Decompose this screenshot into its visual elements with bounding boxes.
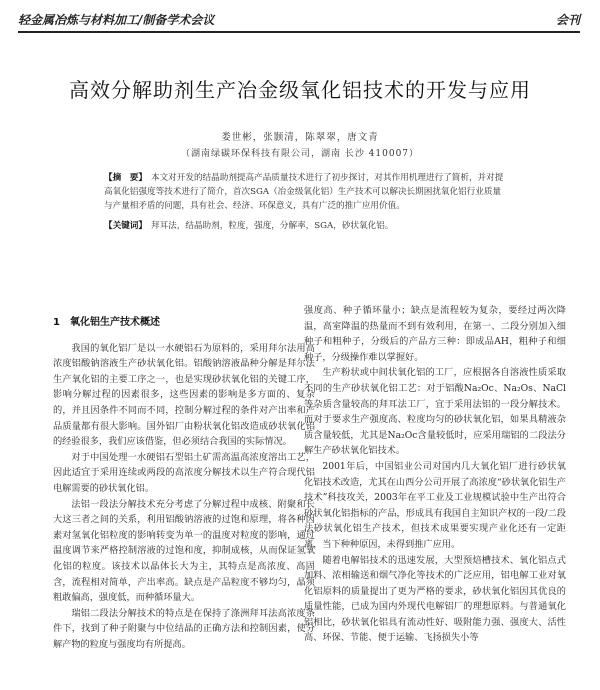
body-paragraph: 瑞铝二段法分解技术的特点是在保持了涤洲拜耳法高浓度条件下，找到了种子附聚与中位结晶的正确方法和控制因素，使分解产物的粒度与强度均有所提高。 (53, 607, 315, 650)
left-column (53, 303, 315, 652)
body-paragraph: 法铝一段法分解技术充分考虑了分解过程中成核、附聚和长大这三者之间的关系，利用铝酸钠溶液的过饱和原理，将各种因素对氢氧化铝粒度的影响转变为单一的温度对粒度的影响，通过温度调节来严格控制溶液的过饱和度，抑制成核，从而保证氢氧化铝的粒度。该技术以晶体长大为主，其特点是高浓度、高固含，流程相对简单，产出率高。缺点是产品粒度不够均匀，晶须粗敢偏高，强度低，而种循环量大。 (53, 498, 315, 604)
issue-label: 会刊 (555, 12, 580, 27)
body-paragraph: 生产粉状或中间状氧化铝的工厂，应根据各自溶液性质采取不同的生产砂状氧化铝工艺：对于铝酸Na₂Oc、Na₂Os、NaCl等杂质含量较高的拜耳法工厂，宜于采用法铝的一段分解技术。而对于要求生产强度高、粒度均匀的砂状氧化铝，如果具精液杂质含量较低，尤其是Na₂Oc含量较低时，应采用瑞铝的二段法分解生产砂状氧化铝技术。 (304, 367, 566, 457)
abstract-text: 本文对开发的结晶助剂提高产品质量技术进行了初步探讨，对其作用机理进行了简析，并对提高氧化铝强度等技术进行了简介，首次SGA（冶金级氧化铝）生产技术可以解决长期困扰氧化铝行业质量与产量相矛盾的问题，具有社会、经济、环保意义，具有广泛的推广应用价值。 (104, 173, 504, 211)
article-title: 高效分解助剂生产冶金级氧化铝技术的开发与应用 (69, 78, 531, 102)
running-header (18, 8, 580, 30)
abstract-block (104, 171, 509, 213)
keywords-label: 【关键词】 (104, 221, 147, 231)
author-affiliation: （湖南绿碳环保科技有限公司，湖南 长沙 410007） (180, 149, 420, 159)
author-list: 娄世彬，张颢清，陈翠翠，唐文青 (221, 132, 379, 143)
journal-name: 轻金属冶炼与材料加工/制备学术会议 (18, 12, 215, 27)
body-paragraph: 我国的氧化铝厂是以一水硬铝石为原料的，采用拜尔法用高浓度铝酸钠溶液生产砂状氧化铝。铝酸钠溶液晶种分解是拜尔法生产氧化铝的主要工序之一，也是实现砂状氧化铝的关键工序，影响分解过程的因素很多，这些因素的影响是多方面的、复杂的，并且因条件不同而不同，控制分解过程的条件对产出率和产品质量都有很大影响。国外铝厂由粉状氧化铝改造成砂状氧化铝的经验很多，我们应该借鉴，但必须结合我国的实际情况。 (53, 342, 315, 448)
keywords-text: 拜耳法，结晶助剂，粒度，强度，分解率，SGA，砂状氧化铝。 (150, 221, 394, 231)
right-column (304, 303, 566, 646)
header-divider (18, 31, 580, 33)
body-paragraph: 对于中国处理一水硬铝石型铝土矿需高温高浓度溶出工艺，因此适宜于采用连续或两段的高浓度分解技术以生产符合现代铝电解需要的砂状氧化铝。 (53, 451, 315, 494)
abstract-label: 【摘 要】 (104, 173, 147, 183)
body-paragraph: 随着电解铝技术的迅速发展，大型预焙槽技术、氧化铝点式加料、浓相输送和烟气净化等技术的广泛应用，铝电解工业对氧化铝原料的质量提出了更为严格的要求，砂状氧化铝因其优良的质量性能，已成为国内外现代电解铝厂的理想原料。与普通氧化铝相比，砂状氧化铝具有流动性好、吸附能力强、强度大、活性高、环保、节能、便于运输、飞扬损失小等 (304, 554, 566, 644)
keywords-block (104, 219, 509, 233)
section-heading: 1 氧化铝生产技术概述 (53, 317, 160, 328)
body-paragraph: 强度高、种子循环量小；缺点是流程较为复杂，要经过两次降温，高室降温的热量而不到有效利用，在第一、二段分别加入细种子和粗种子，分级后的产品方三种：即成品AH，粗种子和细种子，分级操作难以掌握好。 (304, 305, 566, 363)
body-paragraph: 2001年后，中国铝业公司对国内几大氧化铝厂进行砂状氧化铝技术改造，尤其在山西分公司开展了高浓度“砂状氧化铝生产技术”科技攻关，2003年在平工业及工业规模试验中生产出符合砂状氧化铝指标的产品，形成具有我国自主知识产权的一段/二段法砂状氧化铝生产技术，但技术成果要实现产业化还有一定距离，当下种种原因，未得到推广应用。 (304, 460, 566, 550)
